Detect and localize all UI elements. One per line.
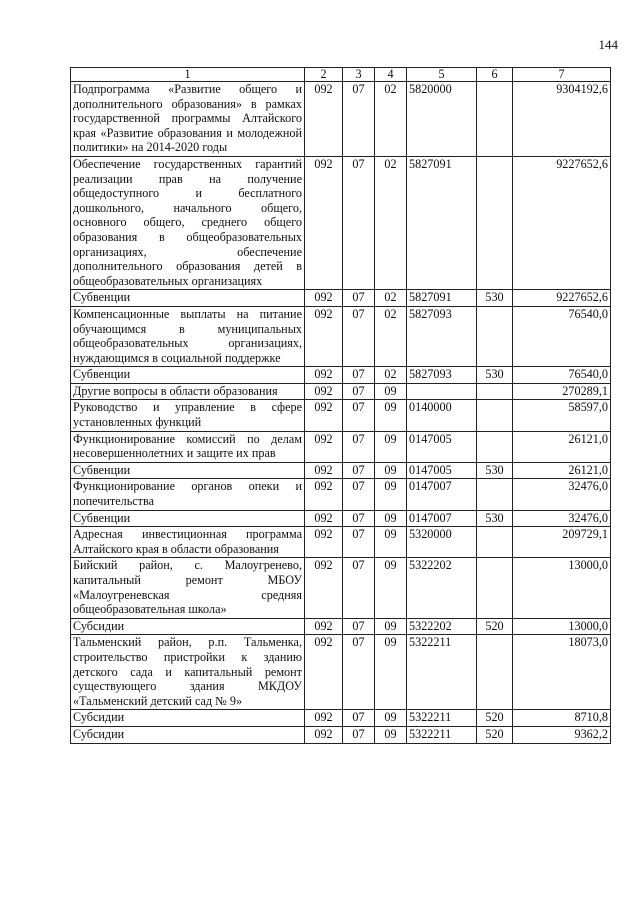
row-pr: 09 <box>375 462 407 479</box>
row-csr: 5322211 <box>407 726 477 743</box>
row-sum: 270289,1 <box>513 383 611 400</box>
row-pr: 02 <box>375 367 407 384</box>
row-rz: 07 <box>343 82 375 157</box>
row-vr <box>477 400 513 431</box>
row-csr: 0147005 <box>407 431 477 462</box>
row-pr: 09 <box>375 479 407 510</box>
row-name: Руководство и управление в сфере установленных функций <box>71 400 305 431</box>
row-rz: 07 <box>343 400 375 431</box>
row-csr: 5827091 <box>407 290 477 307</box>
budget-table <box>70 67 611 744</box>
row-ved: 092 <box>305 82 343 157</box>
table-body <box>71 82 611 744</box>
row-ved: 092 <box>305 306 343 366</box>
row-pr: 09 <box>375 431 407 462</box>
row-rz: 07 <box>343 510 375 527</box>
table-row <box>71 479 611 510</box>
row-csr <box>407 383 477 400</box>
row-csr: 5827091 <box>407 156 477 289</box>
table-row <box>71 635 611 710</box>
row-csr: 5820000 <box>407 82 477 157</box>
row-sum: 9227652,6 <box>513 156 611 289</box>
row-csr: 5322211 <box>407 635 477 710</box>
row-ved: 092 <box>305 635 343 710</box>
column-header: 7 <box>513 68 611 82</box>
row-ved: 092 <box>305 290 343 307</box>
row-pr: 09 <box>375 618 407 635</box>
row-sum: 32476,0 <box>513 479 611 510</box>
row-ved: 092 <box>305 462 343 479</box>
row-ved: 092 <box>305 156 343 289</box>
row-vr <box>477 635 513 710</box>
row-csr: 5322202 <box>407 618 477 635</box>
row-pr: 09 <box>375 635 407 710</box>
row-vr: 520 <box>477 726 513 743</box>
table-row <box>71 510 611 527</box>
row-vr <box>477 527 513 558</box>
row-csr: 5827093 <box>407 306 477 366</box>
column-header: 5 <box>407 68 477 82</box>
row-rz: 07 <box>343 462 375 479</box>
row-sum: 9227652,6 <box>513 290 611 307</box>
table-row <box>71 462 611 479</box>
row-name: Компенсационные выплаты на питание обучающимся в муниципальных общеобразовательных организациях, нуждающимся в социальной поддержке <box>71 306 305 366</box>
row-vr: 520 <box>477 618 513 635</box>
row-name: Субвенции <box>71 462 305 479</box>
row-ved: 092 <box>305 710 343 727</box>
row-csr: 0147007 <box>407 479 477 510</box>
row-name: Субвенции <box>71 290 305 307</box>
table-row <box>71 400 611 431</box>
row-ved: 092 <box>305 527 343 558</box>
row-name: Субсидии <box>71 618 305 635</box>
row-name: Бийский район, с. Малоугренево, капитальный ремонт МБОУ «Малоугреневская средняя общеобразовательная школа» <box>71 558 305 618</box>
row-ved: 092 <box>305 558 343 618</box>
row-sum: 209729,1 <box>513 527 611 558</box>
row-vr: 530 <box>477 290 513 307</box>
row-csr: 0147005 <box>407 462 477 479</box>
row-pr: 09 <box>375 527 407 558</box>
row-rz: 07 <box>343 479 375 510</box>
row-sum: 58597,0 <box>513 400 611 431</box>
row-pr: 09 <box>375 400 407 431</box>
row-sum: 13000,0 <box>513 618 611 635</box>
table-row <box>71 290 611 307</box>
row-rz: 07 <box>343 558 375 618</box>
row-rz: 07 <box>343 156 375 289</box>
row-rz: 07 <box>343 431 375 462</box>
column-header: 1 <box>71 68 305 82</box>
row-csr: 5322202 <box>407 558 477 618</box>
table-row <box>71 82 611 157</box>
column-header: 4 <box>375 68 407 82</box>
row-vr <box>477 156 513 289</box>
row-name: Субвенции <box>71 510 305 527</box>
row-csr: 5827093 <box>407 367 477 384</box>
row-csr: 0147007 <box>407 510 477 527</box>
row-name: Другие вопросы в области образования <box>71 383 305 400</box>
row-ved: 092 <box>305 618 343 635</box>
row-sum: 13000,0 <box>513 558 611 618</box>
row-name: Субсидии <box>71 710 305 727</box>
row-name: Тальменский район, р.п. Тальменка, строительство пристройки к зданию детского сада и капитальный ремонт существующего здания МКДОУ «Тальменский детский сад № 9» <box>71 635 305 710</box>
row-sum: 26121,0 <box>513 431 611 462</box>
column-header: 3 <box>343 68 375 82</box>
row-name: Субсидии <box>71 726 305 743</box>
row-vr <box>477 479 513 510</box>
row-name: Обеспечение государственных гарантий реализации прав на получение общедоступного и бесплатного дошкольного, начального общего, основного общего, среднего общего образования в общеобразовательных организациях, обеспечение дополнительного образования детей в общеобразовательных организациях <box>71 156 305 289</box>
row-name: Субвенции <box>71 367 305 384</box>
row-vr <box>477 383 513 400</box>
row-sum: 9304192,6 <box>513 82 611 157</box>
row-csr: 5322211 <box>407 710 477 727</box>
row-vr <box>477 431 513 462</box>
row-ved: 092 <box>305 510 343 527</box>
row-ved: 092 <box>305 479 343 510</box>
column-header: 6 <box>477 68 513 82</box>
row-ved: 092 <box>305 383 343 400</box>
row-pr: 09 <box>375 558 407 618</box>
row-pr: 09 <box>375 383 407 400</box>
row-vr: 520 <box>477 710 513 727</box>
row-name: Функционирование комиссий по делам несовершеннолетних и защите их прав <box>71 431 305 462</box>
row-name: Адресная инвестиционная программа Алтайского края в области образования <box>71 527 305 558</box>
row-sum: 9362,2 <box>513 726 611 743</box>
table-row <box>71 726 611 743</box>
row-sum: 32476,0 <box>513 510 611 527</box>
row-pr: 09 <box>375 726 407 743</box>
table-row <box>71 710 611 727</box>
row-ved: 092 <box>305 726 343 743</box>
page-number: 144 <box>598 37 618 52</box>
row-vr <box>477 82 513 157</box>
row-vr: 530 <box>477 367 513 384</box>
row-rz: 07 <box>343 618 375 635</box>
row-rz: 07 <box>343 710 375 727</box>
table-row <box>71 156 611 289</box>
row-ved: 092 <box>305 431 343 462</box>
row-pr: 02 <box>375 306 407 366</box>
row-pr: 02 <box>375 156 407 289</box>
row-vr <box>477 306 513 366</box>
row-sum: 76540,0 <box>513 306 611 366</box>
table-row <box>71 306 611 366</box>
row-rz: 07 <box>343 527 375 558</box>
row-name: Функционирование органов опеки и попечительства <box>71 479 305 510</box>
row-vr: 530 <box>477 510 513 527</box>
row-sum: 76540,0 <box>513 367 611 384</box>
row-vr: 530 <box>477 462 513 479</box>
row-rz: 07 <box>343 290 375 307</box>
row-csr: 5320000 <box>407 527 477 558</box>
row-pr: 09 <box>375 510 407 527</box>
row-rz: 07 <box>343 635 375 710</box>
row-pr: 02 <box>375 290 407 307</box>
row-sum: 18073,0 <box>513 635 611 710</box>
table-row <box>71 527 611 558</box>
row-ved: 092 <box>305 367 343 384</box>
table-row <box>71 618 611 635</box>
row-vr <box>477 558 513 618</box>
row-rz: 07 <box>343 367 375 384</box>
table-row <box>71 367 611 384</box>
table-row <box>71 431 611 462</box>
row-ved: 092 <box>305 400 343 431</box>
table-row <box>71 558 611 618</box>
row-pr: 02 <box>375 82 407 157</box>
row-sum: 8710,8 <box>513 710 611 727</box>
row-rz: 07 <box>343 726 375 743</box>
table-row <box>71 383 611 400</box>
row-pr: 09 <box>375 710 407 727</box>
row-sum: 26121,0 <box>513 462 611 479</box>
row-name: Подпрограмма «Развитие общего и дополнительного образования» в рамках государственной программы Алтайского края «Развитие образования и молодежной политики» на 2014-2020 годы <box>71 82 305 157</box>
row-rz: 07 <box>343 383 375 400</box>
header-row <box>71 68 611 82</box>
row-rz: 07 <box>343 306 375 366</box>
column-header: 2 <box>305 68 343 82</box>
row-csr: 0140000 <box>407 400 477 431</box>
